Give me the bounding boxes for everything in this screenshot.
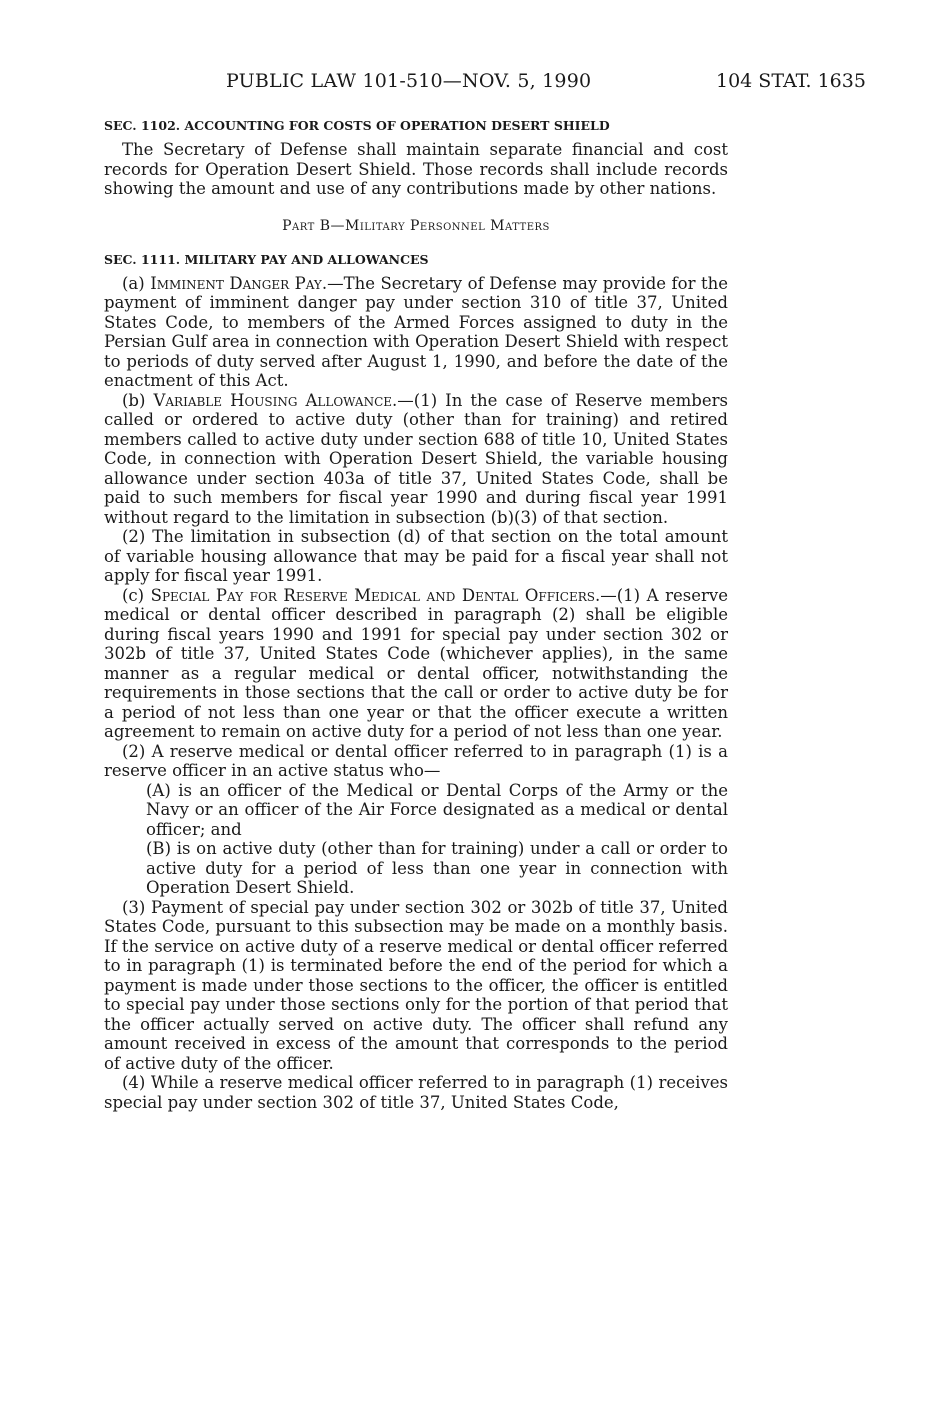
- part-b-heading: Part B—Military Personnel Matters: [282, 217, 550, 234]
- subsection-b-caption: Variable Housing Allowance.: [153, 390, 398, 410]
- sec-1102-text: The Secretary of Defense shall maintain separate financial and cost records for Operation Desert Shield. Those records shall include records showing the amount and use of any contributions made by other nations.: [104, 140, 728, 198]
- subsection-c-2-A: (A) is an officer of the Medical or Dental Corps of the Army or the Navy or an officer of the Air Force designated as a medical or dental officer; and: [146, 780, 728, 839]
- subsection-c-3: (3) Payment of special pay under section 302 or 302b of title 37, United States Code, pursuant to this subsection may be made on a monthly basis. If the service on active duty of a reserve medical or dental officer referred to in paragraph (1) is terminated before the end of the period for which a payment is made under those sections to the officer, the officer is entitled to special pay under those sections only for the portion of that period that the officer actually served on active duty. The officer shall refund any amount received in excess of the amount that corresponds to the period of active duty of the officer.: [104, 897, 728, 1073]
- subsection-b-label: (b): [122, 390, 154, 410]
- subsection-c-2-B: (B) is on active duty (other than for training) under a call or order to active duty for a period of less than one year in connection with Operation Desert Shield.: [146, 839, 728, 897]
- subsection-b-1: [104, 391, 728, 528]
- sec-1102-heading: SEC. 1102. ACCOUNTING FOR COSTS OF OPERATION DESERT SHIELD: [104, 118, 610, 133]
- subsection-b-2: (2) The limitation in subsection (d) of that section on the total amount of variable housing allowance that may be paid for a fiscal year shall not apply for fiscal year 1991.: [104, 527, 728, 585]
- subsection-c-1: [104, 586, 728, 742]
- subsection-c-2: (2) A reserve medical or dental officer referred to in paragraph (1) is a reserve officer in an active status who—: [104, 741, 728, 780]
- header-stat-page: 104 STAT. 1635: [716, 70, 866, 92]
- subsection-c-1-text: —(1) A reserve medical or dental officer described in paragraph (2) shall be eligible during fiscal years 1990 and 1991 for special pay under section 302 or 302b of title 37, United States Code (whichever applies), in the same manner as a regular medical or dental officer, notwithstanding the requirements in those sections that the call or order to active duty be for a period of not less than one year or that the officer execute a written agreement to remain on active duty for a period of not less than one year.: [104, 585, 728, 741]
- page-header: [104, 60, 866, 100]
- document-page: [104, 60, 866, 1112]
- sec-1111-heading: SEC. 1111. MILITARY PAY AND ALLOWANCES: [104, 251, 429, 267]
- header-title: PUBLIC LAW 101-510—NOV. 5, 1990: [226, 70, 592, 92]
- subsection-c-label: (c): [122, 585, 151, 605]
- subsection-c-4: (4) While a reserve medical officer referred to in paragraph (1) receives special pay under section 302 of title 37, United States Code,: [104, 1073, 728, 1112]
- subsection-a-label: (a): [122, 273, 151, 293]
- subsection-c-caption: Special Pay for Reserve Medical and Dental Officers.: [150, 585, 601, 605]
- subsection-a-text: —The Secretary of Defense may provide for the payment of imminent danger pay under section 310 of title 37, United States Code, to members of the Armed Forces assigned to duty in the Persian Gulf area in connection with Operation Desert Shield with respect to periods of duty served after August 1, 1990, and before the date of the enactment of this Act.: [104, 273, 729, 390]
- subsection-a-caption: Imminent Danger Pay.: [150, 273, 328, 293]
- subsection-b-1-text: —(1) In the case of Reserve members called or ordered to active duty (other than for training) and retired members called to active duty under section 688 of title 10, United States Code, in connection with Operation Desert Shield, the variable housing allowance under section 403a of title 37, United States Code, shall be paid to such members for fiscal year 1990 and during fiscal year 1991 without regard to the limitation in subsection (b)(3) of that section.: [104, 390, 728, 527]
- subsection-a: [104, 274, 728, 391]
